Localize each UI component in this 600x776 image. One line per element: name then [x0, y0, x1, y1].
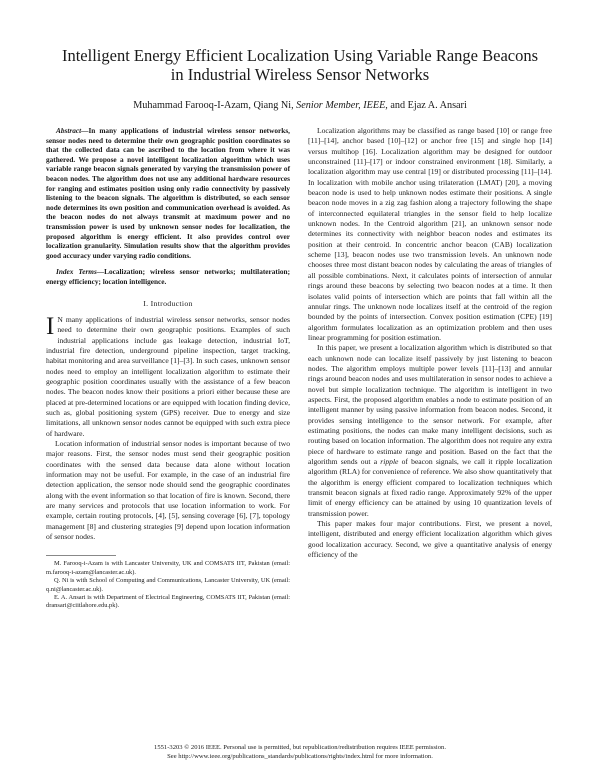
footer-line-1: 1551-3203 © 2016 IEEE. Personal use is permitted, but republication/redistribution requires IEEE permission.: [154, 744, 446, 751]
copyright-footer: [60, 743, 540, 761]
footnote-rule: [46, 555, 116, 556]
intro-p1-text: N many applications of industrial wireless sensor networks, sensor nodes need to determine their own geographic positions. Examples of such industrial applications include gas leakage detection, industrial IoT, industrial fire detection, underground pipeline inspection, target tracking, habitat monitoring and area surveillance [1]–[3]. In such cases, unknown sensor nodes need to employ an intelligent localization algorithm to estimate their geographic position coordinates usually with the assistance of a few beacon nodes. The beacon nodes know their positions a priori either because these are placed at pre-determined locations or are equipped with location finding device, such as, global positioning system (GPS) receiver. Due to energy and size limitations, all unknown sensor nodes cannot be equipped with such extra piece of hardware.: [46, 314, 290, 438]
right-paragraph-2: [308, 343, 552, 519]
dropcap-letter: I: [46, 312, 55, 340]
intro-paragraph-1: [46, 312, 290, 439]
footnotes: [46, 560, 290, 610]
right-p2-part-a: In this paper, we present a localization algorithm which is distributed so that each unknown node can localize itself passively by just listening to beacon nodes. The algorithm employs multiple power levels [11]–[13] and annular rings around beacon nodes and uses multilateration in sensor nodes to achieve a novel but simple localization technique. The algorithm is intelligent in two aspects. First, the proposed algorithm enables a node to estimate position of an intelligent manner by using passive information from beacon nodes. Second, it provides sensing intelligence to the sensor network. For example, after estimating positions, the nodes can make many intelligent decisions, such as routing based on location information. The algorithm does not require any extra piece of hardware to estimate range and position. Based on the fact that the algorithm sends out a: [308, 343, 552, 466]
title-line-2: in Industrial Wireless Sensor Networks: [170, 65, 430, 84]
section-heading-introduction: I. Introduction: [143, 298, 193, 308]
footnote-1: M. Farooq-i-Azam is with Lancaster University, UK and COMSATS IIT, Pakistan (email: m.farooq-i-azam@lancaster.ac.uk).: [46, 560, 290, 576]
index-terms: [46, 267, 290, 286]
left-column: [46, 126, 290, 611]
abstract: [46, 126, 290, 260]
authors-member: Senior Member, IEEE,: [296, 100, 388, 111]
ripple-emphasis: ripple: [380, 457, 399, 466]
right-paragraph-3: This paper makes four major contributions. First, we present a novel, intelligent, distributed and energy efficient localization algorithm which gives good localization accuracy. Second, we give a quantitative analysis of energy efficiency of the: [308, 519, 552, 560]
paper-title: [40, 46, 560, 84]
abstract-lead: Abstract: [56, 126, 82, 135]
index-terms-lead: Index Terms: [56, 267, 97, 277]
footnote-3: E. A. Ansari is with Department of Electrical Engineering, COMSATS IIT, Pakistan (email: dransari@ciitlahore.edu.pk).: [46, 594, 290, 610]
footnote-2: Q. Ni is with School of Computing and Communications, Lancaster University, UK (email: q.ni@lancaster.ac.uk).: [46, 577, 290, 593]
right-paragraph-1: Localization algorithms may be classified as range based [10] or range free [11]–[14], anchor based [10]–[12] or anchor free [15] and single hop [14] versus multihop [16]. Localization algorithm may be designed for outdoor unconstrained [11]–[17] or indoor constrained environment [18]. Similarly, a localization algorithm may use central [19] or distributed processing [11]–[14]. In localization with mobile anchor using trilateration (LMAT) [20], a moving beacon node is used to help unknown nodes estimate their positions. A single beacon node moves in a zig zag fashion along a trajectory following the shape of interconnected equilateral triangles in the sensor field to help localize unknown nodes. In the Centroid algorithm [21], an unknown sensor node determines its connectivity with neighbor beacon nodes and estimates its position at their centroid. In concentric anchor beacon (CAB) localization scheme [13], beacon nodes use two transmission levels. An unknown node chooses three most distant beacon nodes by calculating the areas of triangles of all possible combinations. Next, it calculates points of intersection of annular rings around these beacons by selecting two beacon nodes at a time. It then isolates valid points of intersection which are points that fall within all the annular rings. The unknown node localizes itself at the centroid of the region bounded by the points of intersection. Convex position estimation (CPE) [19] algorithm formulates localization as an optimization problem and then uses linear programming for position estimation.: [308, 126, 552, 342]
author-line: [40, 100, 560, 111]
right-column: [308, 126, 552, 560]
authors-plain: Muhammad Farooq-I-Azam, Qiang Ni,: [133, 100, 297, 111]
index-terms-text: —Localization; wireless sensor networks; multilateration; energy efficiency; location intelligence.: [46, 267, 290, 286]
right-p2-part-b: of beacon signals, we call it ripple localization algorithm (RLA) for convenience of reference. We also show quantitatively that the algorithm is energy efficient compared to localization techniques which transmit beacon signals at fixed radio range. Approximately 92% of the upper limit of energy efficiency can be attained by using 10 quantization levels of transmission power.: [308, 457, 552, 518]
authors-last: and Ejaz A. Ansari: [387, 100, 467, 111]
title-line-1: Intelligent Energy Efficient Localization Using Variable Range Beacons: [61, 46, 539, 65]
intro-paragraph-2: Location information of industrial sensor nodes is important because of two major reasons. First, the sensor nodes must send their geographic position coordinates with the sensed data because data alone without location information may not be useful. For example, in the case of an industrial fire detection application, the sensor node should send the geographic coordinates along with the event information so that location of fire is known. Second, there are many services and protocols that use location information to work. For example, certain routing protocols, [4], [5], sensing coverage [6], [7], topology management [8] and clustering strategies [9] depend upon location information of sensor nodes.: [46, 438, 290, 542]
footer-line-2: See http://www.ieee.org/publications_standards/publications/rights/index.html for more information.: [167, 753, 433, 760]
abstract-text: —In many applications of industrial wireless sensor networks, sensor nodes need to determine their own geographic position coordinates so that the collected data can be ascribed to the location from where it was gathered. We propose a novel intelligent localization algorithm which uses variable range beacon signals generated by varying the transmission power of beacon nodes. The algorithm does not use any additional hardware resources for ranging and estimates position using only radio connectivity by passively listening to the beacon signals. The algorithm is distributed, so each sensor node determines its own position and communication overhead is avoided. As the beacon nodes do not always transmit at maximum power and no transmission power is used by unknown sensor nodes for localization, the proposed algorithm is energy efficient. It also provides control over localization granularity. Simulation results show that the algorithm provides good accuracy under varying radio conditions.: [46, 126, 290, 260]
